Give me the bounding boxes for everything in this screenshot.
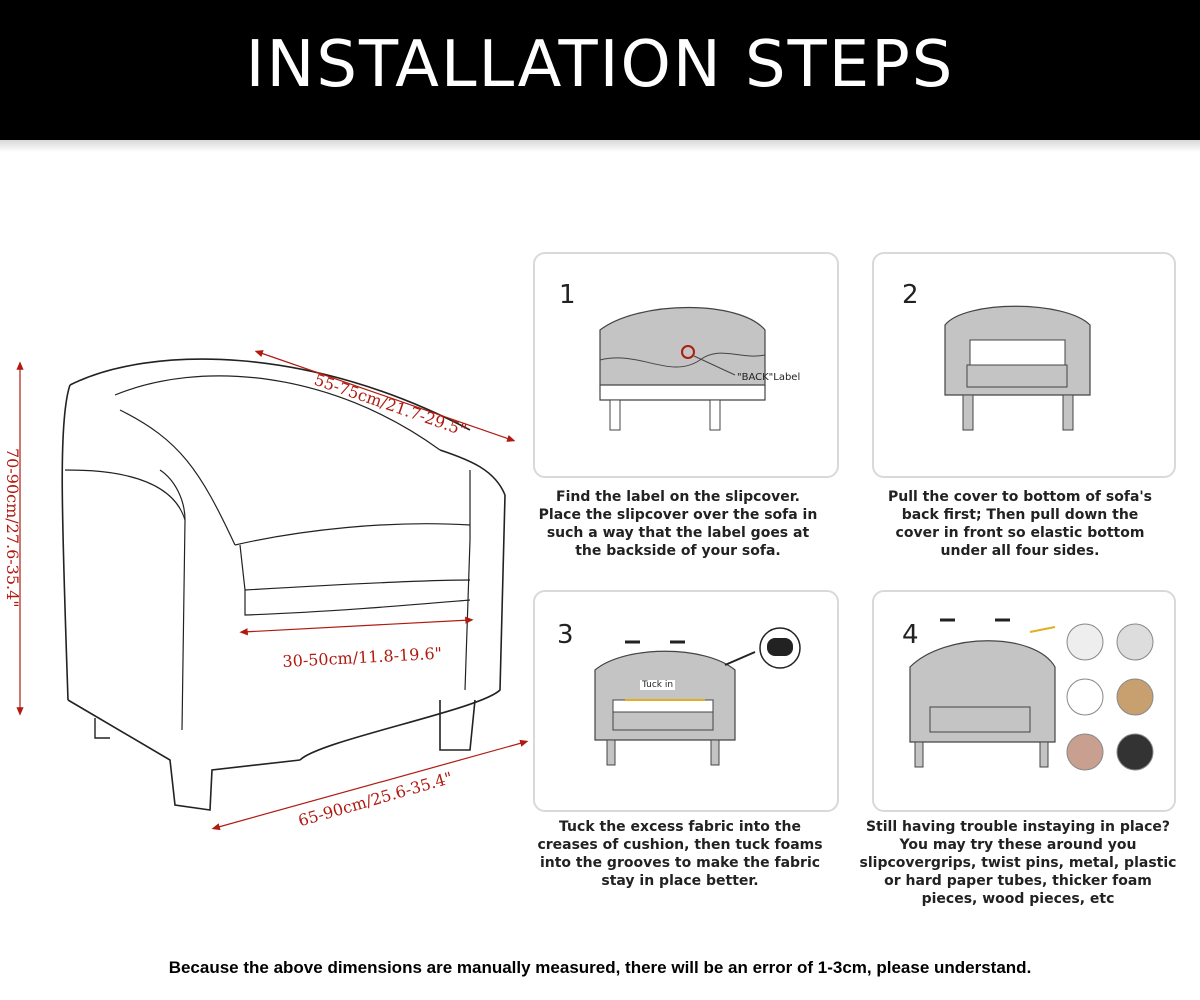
footer-note: Because the above dimensions are manually measured, there will be an error of 1-3cm, please understand. [168, 958, 1032, 977]
step-1-label-tag: "BACK"Label [737, 372, 801, 383]
step-1-caption: Find the label on the slipcover. Place the slipcover over the sofa in such a way that the label goes at the backside of your sofa. [538, 489, 818, 559]
step-4-illustration [905, 612, 1170, 792]
step-4-caption: Still having trouble instaying in place? You may try these around you slipcovergrips, twist pins, metal, plastic or hard paper tubes, thicker foam pieces, wood pieces, etc [859, 819, 1177, 907]
dimension-label-seat: 30-50cm/11.8-19.6" [282, 643, 443, 671]
step-3-label-tag: Tuck in [642, 680, 674, 690]
dimension-label-back: 55-75cm/21.7-29.5" [311, 370, 469, 440]
step-2-caption: Pull the cover to bottom of sofa's back first; Then pull down the cover in front so elastic bottom under all four sides. [887, 489, 1153, 559]
step-2-illustration [935, 295, 1105, 445]
step-1-number: 1 [559, 280, 576, 310]
step-2-number: 2 [902, 280, 919, 310]
dimension-label-height: 70-90cm/27.6-35.4" [3, 448, 22, 608]
step-3-number: 3 [557, 620, 574, 650]
page-title: INSTALLATION STEPS [245, 28, 955, 102]
step-3-illustration [585, 630, 825, 800]
step-4-number: 4 [902, 620, 919, 650]
step-3-caption: Tuck the excess fabric into the creases of cushion, then tuck foams into the grooves to make the fabric stay in place better. [537, 819, 823, 889]
dimension-label-total: 65-90cm/25.6-35.4" [296, 767, 455, 831]
